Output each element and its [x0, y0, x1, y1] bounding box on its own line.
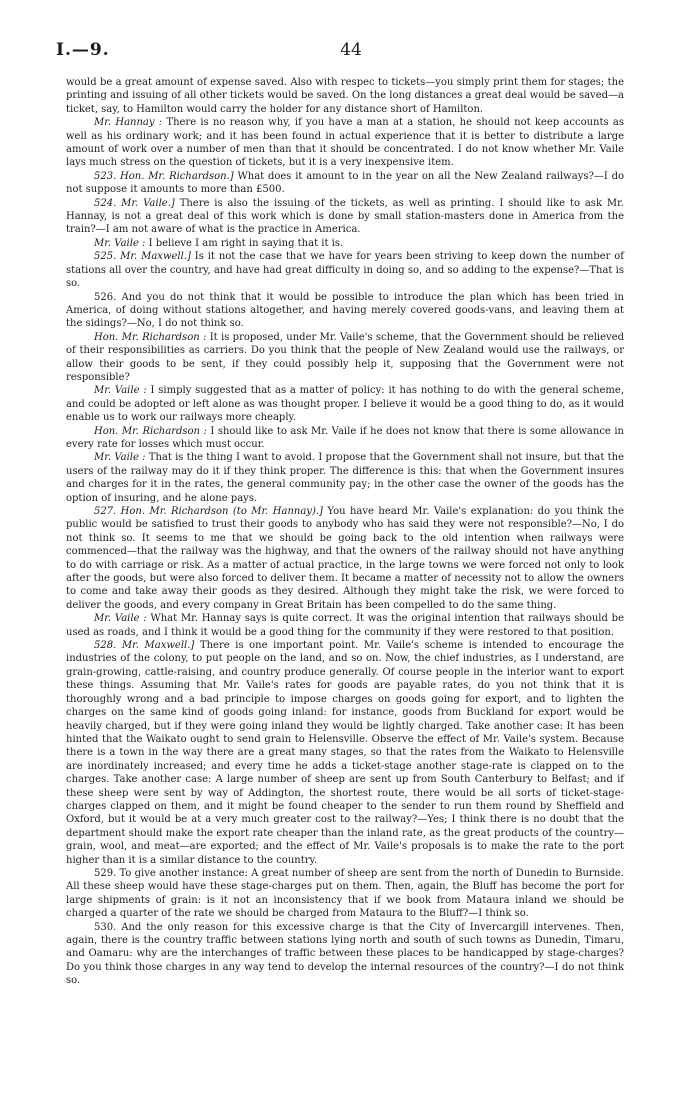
paragraph-text: 526. And you do not think that it would be possible to introduce the plan which has been tried in America, of doing without stations altogether, and having merely covered goods-vans, and leaving them at the sidings?—No, I do not think so. [66, 291, 624, 330]
paragraph-text: I believe I am right in saying that it is. [148, 237, 344, 249]
question-label: 528. Mr. Maxwell.] [94, 640, 195, 652]
speaker: Mr. Vaile : [94, 613, 147, 625]
question-label: 525. Mr. Maxwell.] [94, 251, 191, 263]
paragraph-text: I simply suggested that as a matter of policy: it has nothing to do with the general scheme, and could be adopted or left alone as was thought proper. I believe it would be a good thing to do, as it would enable us to work our railways more cheaply. [66, 385, 625, 424]
document-body [66, 76, 624, 988]
speaker: Mr. Vaile : [94, 237, 146, 249]
speaker: Hon. Mr. Richardson : [94, 331, 207, 343]
paragraph [66, 76, 624, 116]
paragraph [66, 197, 624, 237]
paragraph-text: There is also the issuing of the tickets, as well as printing. I should like to ask Mr. Hannay, is not a great deal of this work which is done by small station-masters done in America from the train?—I am not aware of what is the practice in America. [66, 197, 624, 236]
paragraph-text: 529. To give another instance: A great number of sheep are sent from the north of Dunedin to Burnside. All these sheep would have these stage-charges put on them. Then, again, the Bluff has become the port for large shipments of grain: is it not an inconsistency that if we book from Mataura inland we should be charged a quarter of the rate we should be charged from Mataura to the Bluff?—I think so. [66, 867, 624, 920]
paragraph-text: Is it not the case that we have for years been striving to keep down the number of stations all over the country, and have had great difficulty in doing so, and so adding to the expense?—That is so. [66, 251, 624, 290]
page-header [56, 40, 646, 64]
speaker: Mr. Vaile : [94, 385, 147, 397]
paragraph-text: 530. And the only reason for this excessive charge is that the City of Invercargill intervenes. Then, again, there is the country traffic between stations lying north and south of such towns as Dunedin, Timaru, and Oamaru: why are the interchanges of traffic between these places to be handicapped by stage-charges? Do you think those charges in any way tend to develop the internal resources of the country?—I do not think so. [66, 921, 624, 987]
paragraph [66, 116, 624, 170]
paragraph-text: I should like to ask Mr. Vaile if he does not know that there is some allowance in every rate for losses which must occur. [66, 425, 624, 450]
paragraph-text: There is no reason why, if you have a man at a station, he should not keep accounts as well as his ordinary work; and it has been found in actual experience that it is better to distribute a large amount of work over a number of men than that it should be concentrated. I do not know whether Mr. Vaile lays much stress on the question of tickets, but it is a very inexpensive item. [66, 117, 624, 169]
paragraph-text: What does it amount to in the year on all the New Zealand railways?—I do not suppose it amounts to more than £500. [66, 170, 624, 196]
paragraph [66, 250, 624, 290]
paragraph-text: You have heard Mr. Vaile's explanation: do you think the public would be satisfied to trust their goods to anybody who has said they were not responsible?—No, I do not think so. It seems to me that we should be going back to the old intention when railways were commenced—that the railway was the highway, and that the owners of the railway should not have anything to do with carriage or risk. As a matter of actual practice, in the large towns we were forced not only to look after the goods, but were also forced to deliver them. It became a matter of necessity not to allow the owners to come and take away their goods as they desired. Although they might take the risk, we were forced to deliver the goods, and every company in Great Britain has been compelled to do the same thing. [66, 506, 625, 611]
paragraph [66, 384, 624, 424]
paragraph-text: It is proposed, under Mr. Vaile's scheme, that the Government should be relieved of their responsibilities as carriers. Do you think that the people of New Zealand would use the railways, or allow their goods to be sent, if they could possibly help it, supposing that the Government were not responsible? [66, 331, 624, 383]
paragraph [66, 170, 624, 197]
paragraph [66, 505, 624, 612]
speaker: Mr. Hannay : [94, 117, 163, 129]
paragraph [66, 921, 624, 988]
question-label: 523. Hon. Mr. Richardson.] [94, 170, 234, 182]
speaker: Hon. Mr. Richardson : [94, 425, 207, 437]
paragraph-text: There is one important point. Mr. Vaile's scheme is intended to encourage the industries of the colony, to put people on the land, and so on. Now, the chief industries, as I understand, are grain-growing, cattle-raising, and country produce generally. Of course people in the interior want to export these things. Assuming that Mr. Vaile's rates for goods are payable rates, do you not think that it is thoroughly wrong and a bad principle to impose charges on goods going for export, and to lighten the charges on the same kind of goods going inland: for instance, goods from Buckland for export would be heavily charged, but if they were going inland they would be lightly charged. Take another case: It has been hinted that the Waikato ought to send grain to Helensville. Observe the effect of Mr. Vaile's system. Because there is a town in the way there are a great many stages, so that the rates from the Waikato to Helensville are inordinately increased; and every time he adds a ticket-stage another stage-rate is clapped on to the charges. Take another case: A large number of sheep are sent up from South Canterbury to Belfast; and if these sheep were sent by way of Addington, the shortest route, there would be all sorts of ticket-stage-charges clapped on them, and it might be found cheaper to the sender to run them round by Sheffield and Oxford, but it would be at a very much greater cost to the railway?—Yes; I think there is no doubt that the department should make the export rate cheaper than the inland rate, as the great products of the country—grain, wool, and meat—are exported; and the effect of Mr. Vaile's proposals is to make the rate to the port higher than it is a similar distance to the country. [66, 640, 624, 866]
paragraph-text: would be a great amount of expense saved. Also with respec to tickets—you simply print them for stages; the printing and issuing of all other tickets would be saved. On the long distances a great deal would be saved—a ticket, say, to Hamilton would carry the holder for any distance short of Hamilton. [66, 77, 624, 115]
paragraph [66, 639, 624, 867]
document-reference: I.—9. [56, 40, 110, 60]
speaker: Mr. Vaile : [94, 452, 146, 464]
paragraph [66, 291, 624, 331]
page-number: 44 [340, 40, 362, 60]
question-label: 527. Hon. Mr. Richardson (to Mr. Hannay).] [94, 506, 323, 517]
paragraph [66, 612, 624, 639]
paragraph-text: What Mr. Hannay says is quite correct. It was the original intention that railways should be used as roads, and I think it would be a good thing for the community if they were restored to that position. [66, 613, 624, 638]
paragraph [66, 237, 624, 250]
paragraph [66, 451, 624, 505]
paragraph-text: That is the thing I want to avoid. I propose that the Government shall not insure, but that the users of the railway may do it if they think proper. The difference is this: that when the Government insures and charges for it in the rates, the general community pay; in the other case the owner of the goods has the option of insuring, and he alone pays. [66, 452, 625, 504]
question-label: 524. Mr. Vaile.] [94, 197, 175, 209]
paragraph [66, 425, 624, 452]
paragraph [66, 867, 624, 921]
paragraph [66, 331, 624, 385]
